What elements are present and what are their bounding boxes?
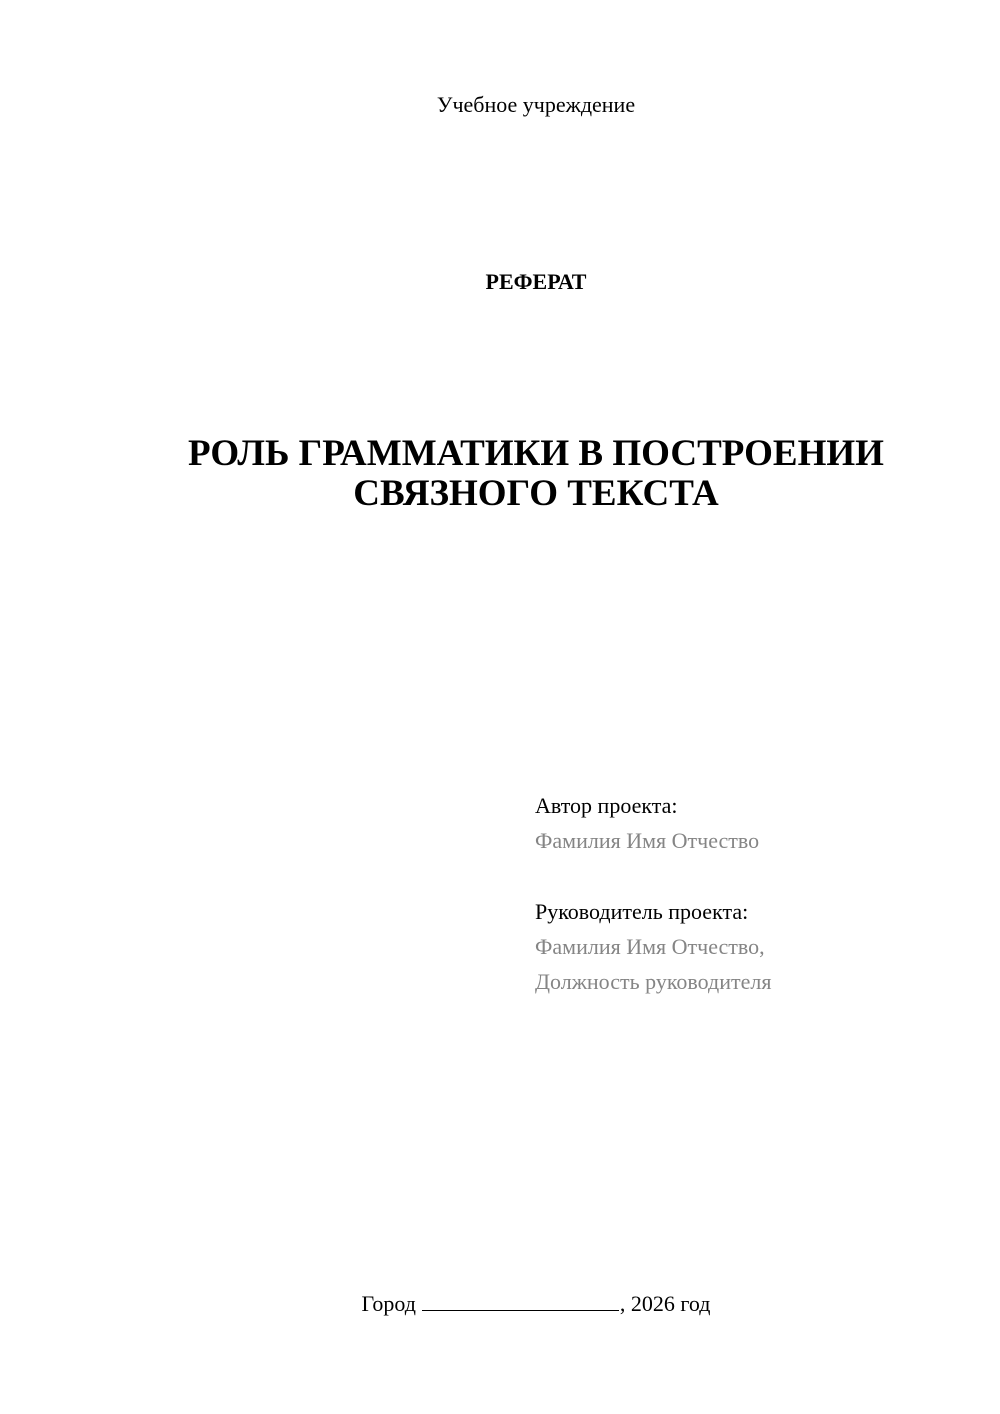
document-title-line-1: РОЛЬ ГРАММАТИКИ В ПОСТРОЕНИИ (188, 433, 884, 474)
city-blank-underline (422, 1290, 619, 1311)
supervisor-name: Фамилия Имя Отчество, (535, 934, 765, 959)
author-name: Фамилия Имя Отчество (535, 828, 760, 853)
spacer (535, 858, 975, 894)
city-label: Город (361, 1291, 416, 1316)
document-title (150, 434, 922, 514)
year-text: , 2026 год (619, 1291, 711, 1316)
author-label: Автор проекта: (535, 793, 678, 818)
document-title-line-2: СВЯЗНОГО ТЕКСТА (353, 473, 719, 514)
city-year-line (0, 1290, 1000, 1318)
document-type: РЕФЕРАТ (485, 269, 587, 294)
supervisor-position: Должность руководителя (535, 969, 772, 994)
project-info-block (535, 788, 975, 999)
institution-name: Учебное учреждение (436, 92, 636, 117)
supervisor-label: Руководитель проекта: (535, 899, 749, 924)
